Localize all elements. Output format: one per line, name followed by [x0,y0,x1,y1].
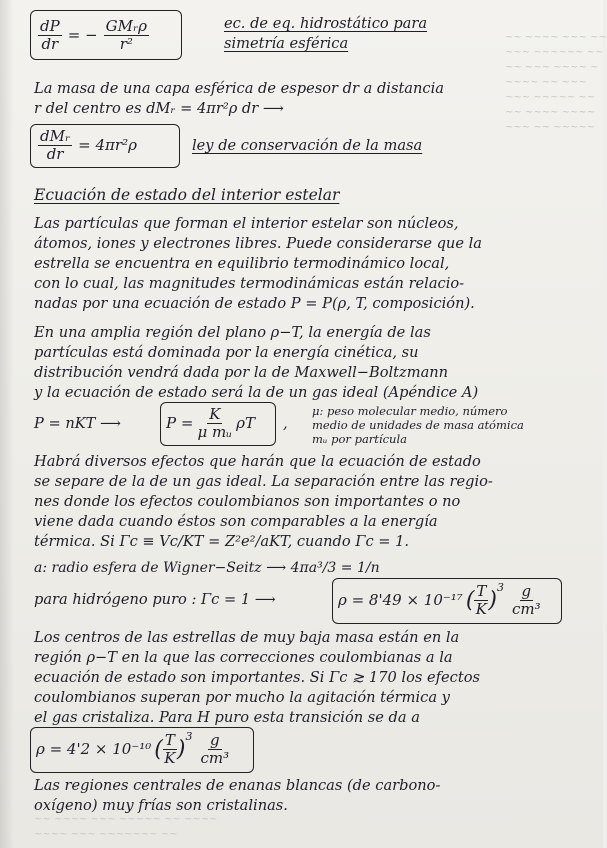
eq1-rhs-num: GMᵣρ [105,16,147,35]
mu-note-line1: μ: peso molecular medio, número [312,404,508,418]
wigner-seitz-line: a: radio esfera de Wigner−Seitz ⟶ 4πa³/3 = 1/n [34,560,380,576]
eq2-label: ley de conservación de la masa [192,137,423,154]
mu-note-line3: mᵤ por partícula [312,432,407,446]
mass-shell-line2: r del centro es dMᵣ = 4πr²ρ dr ⟶ [34,100,284,117]
ideal-gas-comma: , [283,415,288,432]
eq2-rhs: = 4πr²ρ [78,136,137,154]
eq1-operator: = − [67,26,98,44]
mass-shell-line1: La masa de una capa esférica de espesor dr a distancia [34,80,444,97]
para1-line-1: Las partículas que forman el interior estelar son núcleos, [34,215,459,232]
ideal-gas-p: P = [166,414,194,432]
eq1-label-line1: ec. de eq. hidrostático para [224,15,428,32]
hydrogen-unit-den: cm³ [512,599,541,618]
hydrogen-unit-num: g [521,581,532,600]
crystal-frac-den: K [164,748,176,767]
para2-line-2: partículas está dominada por la energía cinética, su [34,344,419,361]
equation-hydrogen: ρ = 8'49 × 10⁻¹⁷ ( $\frac{T}{K}$ ) $^3$ $\frac{g}{\text{cm³}}$ [338,581,541,618]
eq1-lhs-den: dr [41,34,59,53]
para1-line-2: átomos, iones y electrones libres. Puede considerarse que la [34,235,482,252]
equation-hydrostatic [38,13,149,57]
ideal-gas-num: K [209,404,221,423]
equation-mass-conservation [38,125,137,165]
para4-line-2: región ρ−T en la que las correcciones coulombianas a la [34,649,453,666]
eq1-label-line2: simetría esférica [224,35,349,52]
equation-crystallization: ρ = 4'2 × 10⁻¹⁰ ( $\frac{T}{K}$ ) $^3$ $\frac{g}{\text{cm³}}$ [36,730,230,767]
eq2-lhs-num: dMᵣ [40,126,71,145]
crystal-frac-num: T [164,730,175,749]
para4-line-4: coulombianos superan por mucho la agitación térmica y [34,689,450,706]
para3-line-3: nes donde los efectos coulombianos son importantes o no [34,493,461,510]
hydrogen-frac-num: T [476,581,487,600]
para5-line-1: Las regiones centrales de enanas blancas (de carbono- [34,777,441,794]
mu-note-line2: medio de unidades de masa atómica [312,418,524,432]
ideal-gas-lhs: P = nKT ⟶ [34,415,121,432]
para3-line-2: se separe de la de un gas ideal. La separación entre las regio- [34,473,493,490]
crystal-unit-num: g [210,730,220,749]
section-title: Ecuación de estado del interior estelar [34,186,340,204]
para2-line-1: En una amplia región del plano ρ−T, la energía de las [34,324,431,341]
para3-line-1: Habrá diversos efectos que harán que la ecuación de estado [34,453,481,470]
para4-line-5: el gas cristaliza. Para H puro esta transición se da a [34,709,420,726]
hydrogen-prefix: para hidrógeno puro : Γc = 1 ⟶ [34,591,276,608]
crystal-unit-den: cm³ [200,748,230,767]
para2-line-3: distribución vendrá dada por la de Maxwell−Boltzmann [34,364,449,381]
para4-line-3: ecuación de estado son importantes. Si Γc ≳ 170 los efectos [34,669,480,686]
equation-ideal-gas [166,403,255,443]
hydrogen-rho: ρ = 8'49 × 10⁻¹⁷ [338,591,463,609]
crystal-power: 3 [185,730,193,743]
eq1-rhs-den: r² [119,34,133,53]
hydrogen-frac-den: K [475,599,488,618]
para1-line-4: con lo cual, las magnitudes termodinámicas están relacio- [34,275,465,292]
eq1-lhs-num: dP [40,16,60,35]
para3-line-5: térmica. Si Γc ≡ Vc/KT = Z²e²/aKT, cuando Γc = 1. [34,533,410,550]
hydrogen-power: 3 [497,581,505,594]
para2-line-4: y la ecuación de estado será la de un gas ideal (Apéndice A) [34,384,479,401]
para4-line-1: Los centros de las estrellas de muy baja masa están en la [34,629,460,646]
para1-line-5: nadas por una ecuación de estado P = P(ρ, T, composición). [34,295,475,312]
eq2-lhs-den: dr [46,144,64,163]
para1-line-3: estrella se encuentra en equilibrio termodinámico local, [34,255,450,272]
crystal-rho: ρ = 4'2 × 10⁻¹⁰ [36,740,152,758]
bleed-through-bottom: ~~ ~~~~ ~~~ ~~~~~ ~~ ~~~~ ~~~~ ~~~ ~~~~~~~ ~~ [34,814,218,840]
para3-line-4: viene dada cuando éstos son comparables a la energía [34,513,438,530]
para5-line-2: oxígeno) muy frías son cristalinas. [34,797,288,814]
ideal-gas-den: μ mᵤ [197,422,233,441]
bleed-through-texture: ~~ ~~~~ ~~~ ~~ ~~~ ~~~~~~ ~~ ~~ ~~~ ~~~~ ~ ~~~~ ~~ ~~~ ~~~ ~~~~~ ~~ ~~ ~~~~ ~~~~ ~~~ ~~ ~~~~~ [505,32,607,133]
ideal-gas-rho-t: ρT [236,414,255,432]
